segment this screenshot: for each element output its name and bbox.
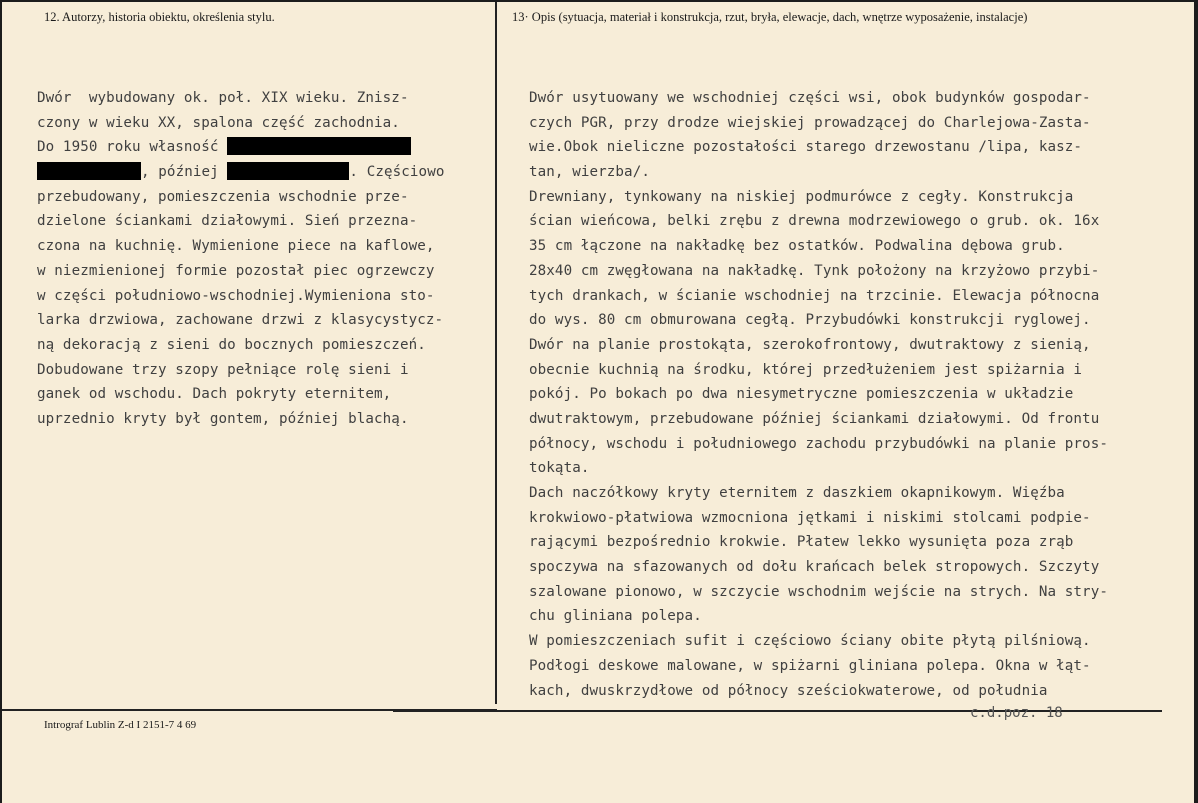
- column-divider: [495, 2, 497, 704]
- right-column-header: 13· Opis (sytuacja, materiał i konstrukcja, rzut, bryła, elewacje, dach, wnętrze wyposażenie, instalacje): [512, 10, 1028, 24]
- text-segment: Dwór wybudowany ok. poł. XIX wieku. Znisz-: [37, 90, 409, 106]
- history-text: [37, 86, 444, 432]
- text-line: [37, 284, 444, 309]
- text-segment: . Częściowo: [349, 164, 445, 181]
- text-line: [37, 135, 444, 160]
- text-segment: uprzednio kryty był gontem, później blachą.: [37, 410, 409, 427]
- redaction-bar: [227, 162, 349, 180]
- text-line: dwutraktowym, przebudowane później ściankami działowymi. Od frontu: [529, 410, 1100, 427]
- text-line: północy, wschodu i południowego zachodu przybudówki na planie pros-: [529, 435, 1108, 452]
- text-segment: ną dekoracją z sieni do bocznych pomieszczeń.: [37, 336, 426, 353]
- text-segment: , później: [141, 164, 228, 181]
- text-line: wie.Obok nieliczne pozostałości starego drzewostanu /lipa, kasz-: [529, 139, 1083, 156]
- text-line: Dwór usytuowany we wschodniej części wsi, obok budynków gospodar-: [529, 90, 1091, 106]
- text-line: chu gliniana polepa.: [529, 608, 702, 625]
- text-line: [37, 333, 444, 358]
- text-line: W pomieszczeniach sufit i częściowo ściany obite płytą pilśniową.: [529, 633, 1091, 650]
- text-line: krokwiowo-płatwiowa wzmocniona jętkami i niskimi stolcami podpie-: [529, 509, 1091, 526]
- text-segment: larka drzwiowa, zachowane drzwi z klasycystycz-: [37, 312, 444, 329]
- redaction-bar: [37, 162, 141, 180]
- text-line: [37, 358, 444, 383]
- text-line: [37, 382, 444, 407]
- text-line: rającymi bezpośrednio krokwie. Płatew lekko wysunięta poza zrąb: [529, 534, 1074, 551]
- text-line: Drewniany, tynkowany na niskiej podmurówce z cegły. Konstrukcja: [529, 188, 1074, 205]
- text-segment: czony w wieku XX, spalona część zachodnia.: [37, 114, 400, 131]
- text-line: [37, 86, 444, 111]
- text-line: obecnie kuchnią na środku, której przedłużeniem jest spiżarnia i: [529, 361, 1083, 378]
- left-column-header: 12. Autorzy, historia obiektu, określenia stylu.: [44, 10, 275, 24]
- text-segment: w części południowo-wschodniej.Wymieniona sto-: [37, 287, 435, 304]
- text-line: Dwór na planie prostokąta, szerokofrontowy, dwutraktowy z sienią,: [529, 336, 1091, 353]
- text-segment: Dobudowane trzy szopy pełniące rolę sieni i: [37, 361, 409, 378]
- text-line: spoczywa na sfazowanych od dołu krańcach belek stropowych. Szczyty: [529, 559, 1100, 576]
- text-line: [37, 111, 444, 136]
- text-line: [37, 234, 444, 259]
- text-line: tokąta.: [529, 460, 590, 477]
- printer-imprint: Intrograf Lublin Z-d I 2151-7 4 69: [44, 719, 197, 731]
- text-line: Podłogi deskowe malowane, w spiżarni gliniana polepa. Okna w łąt-: [529, 657, 1091, 674]
- text-line: czych PGR, przy drodze wiejskiej prowadzącej do Charlejowa-Zasta-: [529, 114, 1091, 131]
- text-line: Dach naczółkowy kryty eternitem z daszkiem okapnikowym. Więźba: [529, 485, 1065, 501]
- card-edge: [1194, 0, 1198, 803]
- description-text: [529, 86, 1108, 703]
- text-segment: czona na kuchnię. Wymienione piece na kaflowe,: [37, 238, 435, 255]
- text-segment: w niezmienionej formie pozostał piec ogrzewczy: [37, 262, 435, 279]
- text-line: szalowane pionowo, w szczycie wschodnim wejście na strych. Na stry-: [529, 583, 1108, 600]
- text-line: 35 cm łączone na nakładkę bez ostatków. Podwalina dębowa grub.: [529, 238, 1065, 255]
- text-line: 28x40 cm zwęgłowana na nakładkę. Tynk położony na krzyżowo przybi-: [529, 262, 1100, 279]
- text-line: kach, dwuskrzydłowe od północy sześciokwaterowe, od południa: [529, 682, 1048, 699]
- text-line: [37, 259, 444, 284]
- text-line: [37, 209, 444, 234]
- continuation-note: c.d.poz. 18: [970, 705, 1063, 721]
- text-line: [37, 308, 444, 333]
- text-segment: ganek od wschodu. Dach pokryty eternitem,: [37, 386, 392, 403]
- text-line: do wys. 80 cm obmurowana cegłą. Przybudówki konstrukcji ryglowej.: [529, 312, 1091, 329]
- text-line: [37, 185, 444, 210]
- text-line: pokój. Po bokach po dwa niesymetryczne pomieszczenia w układzie: [529, 386, 1074, 403]
- text-segment: przebudowany, pomieszczenia wschodnie prze-: [37, 188, 409, 205]
- text-line: tan, wierzba/.: [529, 164, 650, 181]
- text-line: [37, 407, 444, 432]
- text-segment: Do 1950 roku własność: [37, 139, 228, 156]
- text-line: tych drankach, w ścianie wschodniej na trzcinie. Elewacja północna: [529, 287, 1100, 304]
- text-line: [37, 160, 444, 185]
- redaction-bar: [227, 137, 411, 155]
- text-segment: dzielone ściankami działowymi. Sień przezna-: [37, 213, 418, 230]
- text-line: ścian wieńcowa, belki zrębu z drewna modrzewiowego o grub. ok. 16x: [529, 213, 1100, 230]
